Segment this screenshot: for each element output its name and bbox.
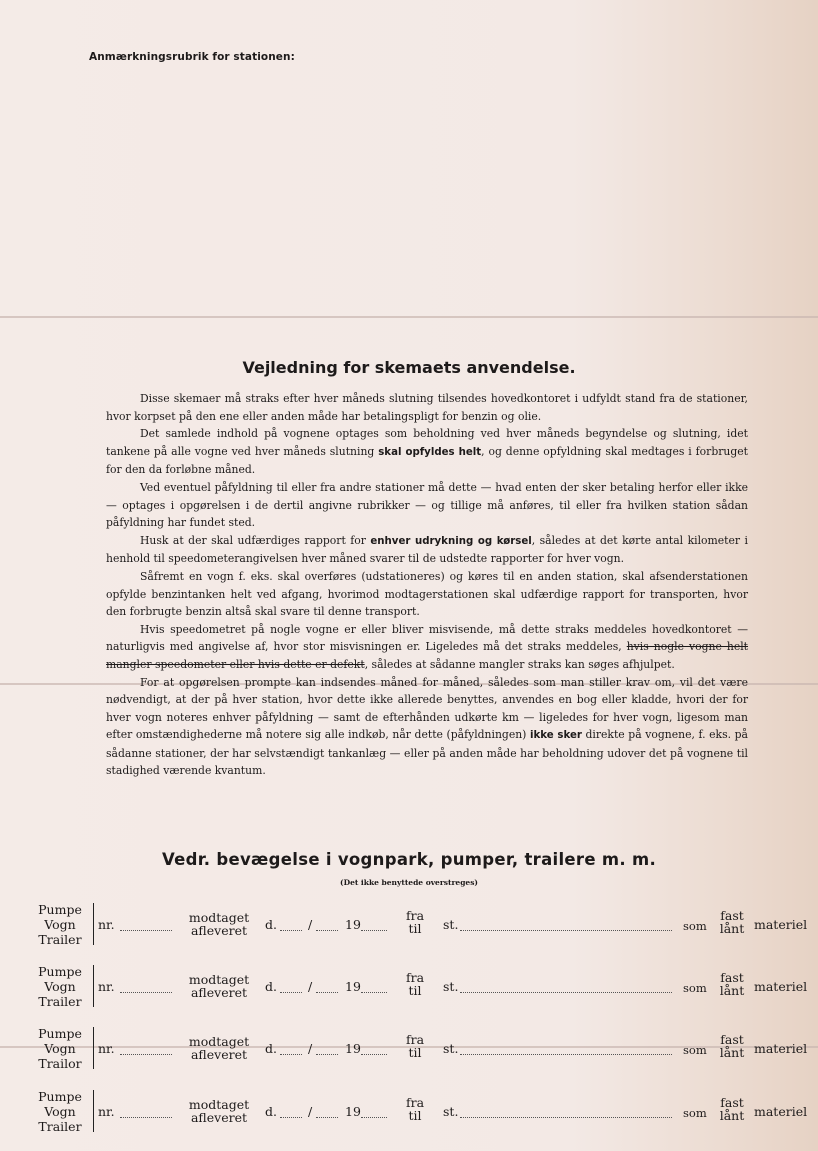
bracket: [87, 1090, 94, 1132]
som-label: som: [683, 919, 707, 933]
option-fra[interactable]: fra: [405, 970, 425, 985]
from-to-options: [402, 1096, 428, 1122]
option-trailer[interactable]: Trailer: [38, 1119, 82, 1134]
station-field[interactable]: [460, 1054, 672, 1055]
day-field[interactable]: [280, 1054, 302, 1055]
nr-field[interactable]: [120, 1054, 172, 1055]
option-laant[interactable]: lånt: [719, 1045, 745, 1060]
option-afleveret[interactable]: afleveret: [190, 985, 248, 1000]
day-field[interactable]: [280, 1117, 302, 1118]
option-modtaget[interactable]: modtaget: [188, 1097, 250, 1112]
option-fra[interactable]: fra: [405, 1095, 425, 1110]
bracket: [87, 903, 94, 945]
option-trailer[interactable]: Trailer: [38, 994, 82, 1009]
guide-paragraph: For at opgørelsen prompte kan indsendes måned for måned, således som man stiller krav om, vil det være nødvendigt, at der på hver station, hvor dette ikke allerede benyttes, anvendes en bog eller kladde, hvori der for hver vogn noteres enhver påfyldning — samt de efterhånden udkørte km — ligeledes for hver vogn, ligesom man efter omstændighederne må notere sig alle indkøb, når dette (påfyldningen) ikke sker direkte på vognene, f. eks. på sådanne stationer, der har selvstændigt tankanlæg — eller på anden måde har beholdning udover det på vognene til stadighed værende kvantum.: [106, 675, 748, 778]
date-slash: /: [308, 1104, 313, 1119]
option-til[interactable]: til: [408, 983, 422, 998]
option-vogn[interactable]: Vogn: [44, 1041, 76, 1056]
year-prefix: 19: [345, 1104, 361, 1119]
guide-paragraph: Det samlede indhold på vognene optages som beholdning ved hver måneds begyndelse og slutning, idet tankene på alle vogne ved hver måneds slutning skal opfyldes helt, og denne opfyldning skal medtages i forbruget for den da forløbne måned.: [106, 427, 748, 477]
unit-type-options: [33, 902, 87, 947]
option-modtaget[interactable]: modtaget: [188, 1034, 250, 1049]
materiel-label: materiel: [754, 979, 808, 994]
date-slash: /: [308, 917, 313, 932]
paper-fold: [0, 316, 818, 318]
day-field[interactable]: [280, 992, 302, 993]
from-to-options: [402, 909, 428, 935]
guide-paragraph: Såfremt en vogn f. eks. skal overføres (udstationeres) og køres til en anden station, skal afsenderstationen opfylde benzintanken helt ved afgang, hvorimod modtagerstationen skal udfærdige rapport for transporten, hvor den forbrugte benzin altså skal svare til denne transport.: [106, 569, 748, 619]
movement-title: Vedr. bevægelse i vognpark, pumper, trailere m. m.: [161, 850, 657, 869]
option-vogn[interactable]: Vogn: [44, 1104, 76, 1119]
date-label: d.: [265, 979, 277, 994]
option-fast[interactable]: fast: [720, 908, 744, 923]
option-vogn[interactable]: Vogn: [44, 917, 76, 932]
station-label: st.: [443, 979, 459, 994]
option-vogn[interactable]: Vogn: [44, 979, 76, 994]
fixed-borrowed-options: [717, 909, 747, 935]
nr-label: nr.: [98, 1041, 115, 1056]
option-afleveret[interactable]: afleveret: [190, 1047, 248, 1062]
guide-body: [106, 390, 748, 780]
struck-text: hvis nogle vogne helt mangler speedometer eller hvis dette er defekt: [106, 640, 749, 671]
fixed-borrowed-options: [717, 1096, 747, 1122]
bracket: [87, 965, 94, 1007]
year-prefix: 19: [345, 1041, 361, 1056]
year-field[interactable]: [361, 1054, 387, 1055]
date-slash: /: [308, 979, 313, 994]
option-fast[interactable]: fast: [720, 1095, 744, 1110]
fixed-borrowed-options: [717, 971, 747, 997]
station-label: st.: [443, 1041, 459, 1056]
movement-row: [0, 964, 818, 1026]
movement-row: [0, 1089, 818, 1151]
year-prefix: 19: [345, 979, 361, 994]
month-field[interactable]: [316, 1054, 338, 1055]
nr-label: nr.: [98, 1104, 115, 1119]
guide-title: Vejledning for skemaets anvendelse.: [242, 358, 576, 377]
received-delivered-options: [186, 1035, 252, 1061]
unit-type-options: [33, 1026, 87, 1071]
option-pumpe[interactable]: Pumpe: [38, 902, 82, 917]
from-to-options: [402, 1033, 428, 1059]
option-laant[interactable]: lånt: [719, 921, 745, 936]
option-laant[interactable]: lånt: [719, 983, 745, 998]
received-delivered-options: [186, 973, 252, 999]
month-field[interactable]: [316, 992, 338, 993]
nr-label: nr.: [98, 979, 115, 994]
date-slash: /: [308, 1041, 313, 1056]
movement-row: [0, 902, 818, 964]
station-field[interactable]: [460, 992, 672, 993]
som-label: som: [683, 1043, 707, 1057]
nr-label: nr.: [98, 917, 115, 932]
received-delivered-options: [186, 1098, 252, 1124]
unit-type-options: [33, 964, 87, 1009]
month-field[interactable]: [316, 930, 338, 931]
option-modtaget[interactable]: modtaget: [188, 972, 250, 987]
fixed-borrowed-options: [717, 1033, 747, 1059]
year-field[interactable]: [361, 992, 387, 993]
movement-row: [0, 1026, 818, 1088]
option-modtaget[interactable]: modtaget: [188, 910, 250, 925]
remarks-label: Anmærkningsrubrik for stationen:: [89, 51, 295, 63]
som-label: som: [683, 981, 707, 995]
nr-field[interactable]: [120, 992, 172, 993]
year-field[interactable]: [361, 930, 387, 931]
received-delivered-options: [186, 911, 252, 937]
nr-field[interactable]: [120, 1117, 172, 1118]
option-fra[interactable]: fra: [405, 1032, 425, 1047]
bracket: [87, 1027, 94, 1069]
option-fast[interactable]: fast: [720, 970, 744, 985]
materiel-label: materiel: [754, 917, 808, 932]
day-field[interactable]: [280, 930, 302, 931]
year-field[interactable]: [361, 1117, 387, 1118]
option-pumpe[interactable]: Pumpe: [38, 1089, 82, 1104]
materiel-label: materiel: [754, 1041, 808, 1056]
option-pumpe[interactable]: Pumpe: [38, 964, 82, 979]
option-fra[interactable]: fra: [405, 908, 425, 923]
station-field[interactable]: [460, 930, 672, 931]
option-til[interactable]: til: [408, 1108, 422, 1123]
option-til[interactable]: til: [408, 1045, 422, 1060]
date-label: d.: [265, 1041, 277, 1056]
month-field[interactable]: [316, 1117, 338, 1118]
unit-type-options: [33, 1089, 87, 1134]
option-til[interactable]: til: [408, 921, 422, 936]
station-field[interactable]: [460, 1117, 672, 1118]
guide-paragraph: Disse skemaer må straks efter hver måneds slutning tilsendes hovedkontoret i udfyldt stand fra de stationer, hvor korpset på den ene eller anden måde har betalingspligt for benzin og olie.: [106, 392, 748, 423]
date-label: d.: [265, 917, 277, 932]
option-afleveret[interactable]: afleveret: [190, 1110, 248, 1125]
from-to-options: [402, 971, 428, 997]
option-afleveret[interactable]: afleveret: [190, 923, 248, 938]
movement-subtitle: (Det ikke benyttede overstreges): [340, 878, 478, 887]
date-label: d.: [265, 1104, 277, 1119]
station-label: st.: [443, 917, 459, 932]
option-laant[interactable]: lånt: [719, 1108, 745, 1123]
option-pumpe[interactable]: Pumpe: [38, 1026, 82, 1041]
materiel-label: materiel: [754, 1104, 808, 1119]
station-label: st.: [443, 1104, 459, 1119]
guide-paragraph: Ved eventuel påfyldning til eller fra andre stationer må dette — hvad enten der sker betaling herfor eller ikke — optages i opgørelsen i de dertil angivne rubrikker — og tillige må anføres, til eller fra hvilken station sådan påfyldning har fundet sted.: [106, 480, 748, 530]
option-trailer[interactable]: Trailor: [38, 1056, 82, 1071]
guide-paragraph: Hvis speedometret på nogle vogne er eller bliver misvisende, må dette straks meddeles hovedkontoret — naturligvis med angivelse af, hvor stor misvisningen er. Ligeledes må det straks meddeles, hvis nogle vogne helt mangler speedometer eller hvis dette er defekt, således at sådanne mangler straks kan søges afhjulpet.: [106, 622, 749, 671]
som-label: som: [683, 1106, 707, 1120]
option-trailer[interactable]: Trailer: [38, 932, 82, 947]
option-fast[interactable]: fast: [720, 1032, 744, 1047]
nr-field[interactable]: [120, 930, 172, 931]
year-prefix: 19: [345, 917, 361, 932]
guide-paragraph: Husk at der skal udfærdiges rapport for enhver udrykning og kørsel, således at det kørte antal kilometer i henhold til speedometerangivelsen hver måned svarer til de udstedte rapporter for hver vogn.: [106, 533, 748, 566]
